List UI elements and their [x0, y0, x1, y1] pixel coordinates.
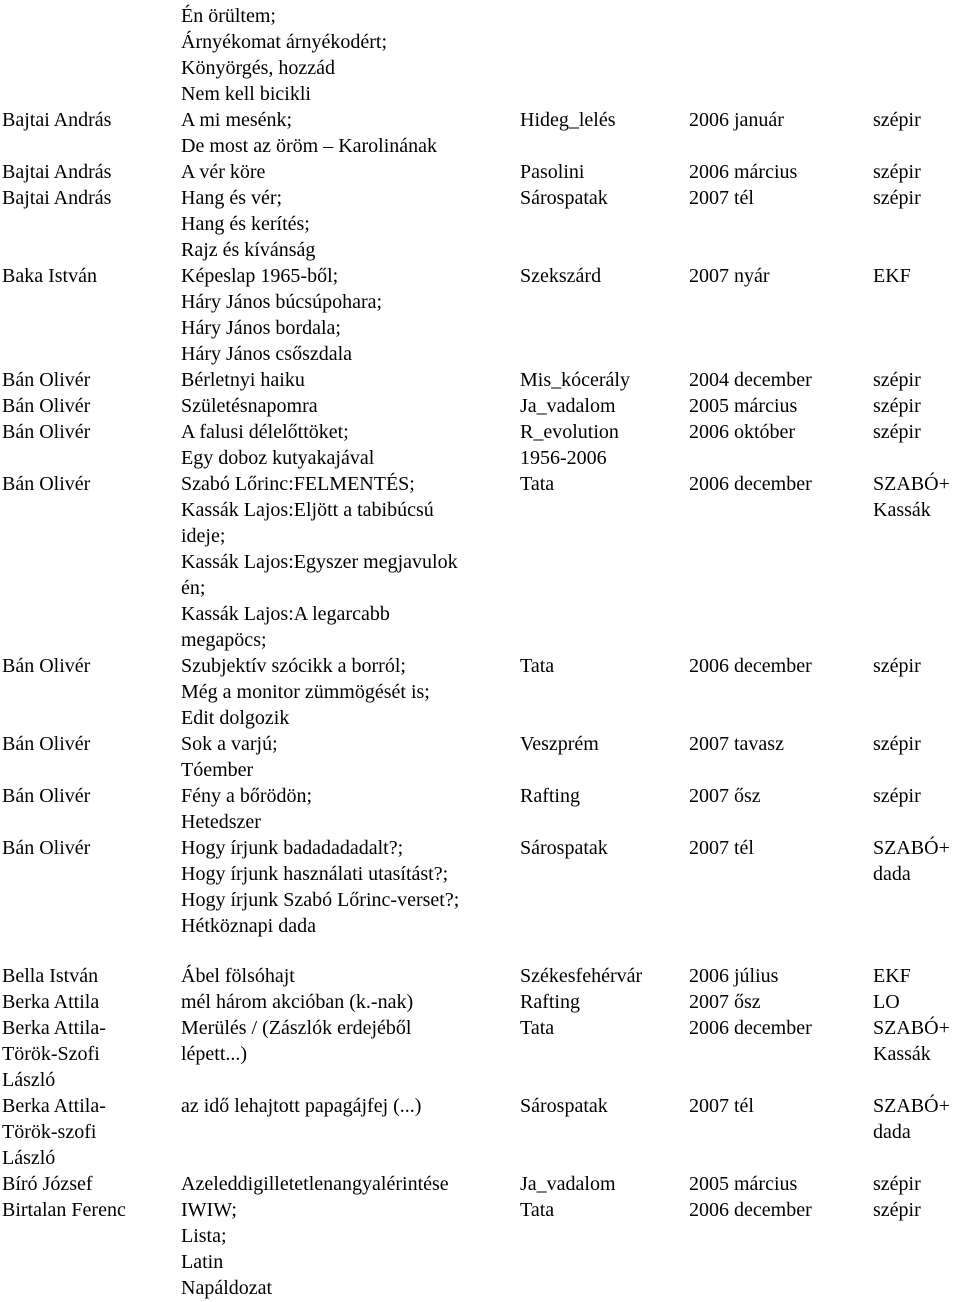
- date-cell: 2006 március: [689, 161, 798, 183]
- title-cell: IWIW;: [181, 1199, 237, 1221]
- title-cell: Ábel fölsóhajt: [181, 965, 295, 987]
- author-cell: Bajtai András: [2, 109, 112, 131]
- category-cell: SZABÓ+: [873, 1095, 950, 1117]
- category-cell: szépir: [873, 1199, 921, 1221]
- author-cell: Bán Olivér: [2, 395, 91, 417]
- place-cell: Tata: [520, 1017, 555, 1039]
- category-cell: szépir: [873, 655, 921, 677]
- title-cell: Szubjektív szócikk a borról;: [181, 655, 406, 677]
- date-cell: 2006 december: [689, 1199, 812, 1221]
- listing-row: [0, 81, 960, 107]
- listing-row: [0, 55, 960, 81]
- category-cell: Kassák: [873, 499, 931, 521]
- title-cell: Sok a varjú;: [181, 733, 278, 755]
- author-cell: László: [2, 1069, 56, 1091]
- date-cell: 2005 március: [689, 395, 798, 417]
- date-cell: 2007 nyár: [689, 265, 770, 287]
- listing-row: [0, 731, 960, 757]
- title-cell: Edit dolgozik: [181, 707, 290, 729]
- listing-row: [0, 445, 960, 471]
- title-cell: Egy doboz kutyakajával: [181, 447, 375, 469]
- category-cell: SZABÓ+: [873, 1017, 950, 1039]
- category-cell: szépir: [873, 421, 921, 443]
- listing-row: [0, 913, 960, 939]
- title-cell: Szabó Lőrinc:FELMENTÉS;: [181, 473, 415, 495]
- date-cell: 2006 december: [689, 473, 812, 495]
- place-cell: Sárospatak: [520, 1095, 608, 1117]
- category-cell: szépir: [873, 161, 921, 183]
- listing-row: [0, 1093, 960, 1119]
- listing-row: [0, 471, 960, 497]
- author-cell: Bán Olivér: [2, 785, 91, 807]
- category-cell: szépir: [873, 1173, 921, 1195]
- listing-row: [0, 341, 960, 367]
- title-cell: Árnyékomat árnyékodért;: [181, 31, 388, 53]
- listing-row: [0, 367, 960, 393]
- category-cell: szépir: [873, 733, 921, 755]
- listing-row: [0, 1067, 960, 1093]
- title-cell: Én örültem;: [181, 5, 276, 27]
- date-cell: 2007 tél: [689, 1095, 754, 1117]
- listing-row: [0, 1171, 960, 1197]
- listing-row: [0, 1041, 960, 1067]
- category-cell: szépir: [873, 109, 921, 131]
- place-cell: Székesfehérvár: [520, 965, 643, 987]
- title-cell: Képeslap 1965-ből;: [181, 265, 339, 287]
- place-cell: Tata: [520, 655, 555, 677]
- place-cell: Ja_vadalom: [520, 1173, 616, 1195]
- title-cell: Kassák Lajos:A legarcabb: [181, 603, 390, 625]
- place-cell: Hideg_lelés: [520, 109, 616, 131]
- listing-row: [0, 575, 960, 601]
- date-cell: 2007 tavasz: [689, 733, 784, 755]
- date-cell: 2007 ősz: [689, 991, 761, 1013]
- place-cell: Pasolini: [520, 161, 585, 183]
- title-cell: Azeleddigilletetlenangyalérintése: [181, 1173, 449, 1195]
- title-cell: Kassák Lajos:Egyszer megjavulok: [181, 551, 458, 573]
- listing-row: [0, 1223, 960, 1249]
- category-cell: EKF: [873, 265, 911, 287]
- title-cell: én;: [181, 577, 206, 599]
- author-cell: László: [2, 1147, 56, 1169]
- title-cell: az idő lehajtott papagájfej (...): [181, 1095, 422, 1117]
- author-cell: Bella István: [2, 965, 99, 987]
- author-cell: Berka Attila-: [2, 1017, 106, 1039]
- date-cell: 2006 január: [689, 109, 784, 131]
- listing-row: [0, 1119, 960, 1145]
- date-cell: 2006 december: [689, 1017, 812, 1039]
- listing-row: [0, 1145, 960, 1171]
- title-cell: Hang és kerítés;: [181, 213, 310, 235]
- category-cell: dada: [873, 1121, 911, 1143]
- listing-row: [0, 1197, 960, 1223]
- place-cell: 1956-2006: [520, 447, 607, 469]
- listing-row: [0, 549, 960, 575]
- category-cell: szépir: [873, 187, 921, 209]
- title-cell: mél három akcióban (k.-nak): [181, 991, 414, 1013]
- place-cell: Sárospatak: [520, 837, 608, 859]
- author-cell: Bán Olivér: [2, 655, 91, 677]
- place-cell: Tata: [520, 473, 555, 495]
- place-cell: Rafting: [520, 991, 580, 1013]
- listing-row: [0, 705, 960, 731]
- place-cell: Mis_kócerály: [520, 369, 630, 391]
- date-cell: 2007 tél: [689, 187, 754, 209]
- author-cell: Bán Olivér: [2, 421, 91, 443]
- title-cell: A falusi délelőttöket;: [181, 421, 349, 443]
- place-cell: Rafting: [520, 785, 580, 807]
- title-cell: megapöcs;: [181, 629, 267, 651]
- listing-row: [0, 809, 960, 835]
- listing-row: [0, 237, 960, 263]
- listing-row: [0, 133, 960, 159]
- date-cell: 2007 ősz: [689, 785, 761, 807]
- category-cell: SZABÓ+: [873, 473, 950, 495]
- title-cell: Lista;: [181, 1225, 227, 1247]
- listing-row: [0, 679, 960, 705]
- author-cell: Bán Olivér: [2, 369, 91, 391]
- title-cell: Kassák Lajos:Eljött a tabibúcsú: [181, 499, 434, 521]
- listing-row: [0, 1249, 960, 1275]
- listing-row: [0, 989, 960, 1015]
- title-cell: Napáldozat: [181, 1277, 273, 1299]
- listing-row: [0, 263, 960, 289]
- listing-row: [0, 523, 960, 549]
- date-cell: 2004 december: [689, 369, 812, 391]
- title-cell: Még a monitor zümmögését is;: [181, 681, 430, 703]
- place-cell: Sárospatak: [520, 187, 608, 209]
- category-cell: SZABÓ+: [873, 837, 950, 859]
- author-cell: Török-szofi: [2, 1121, 97, 1143]
- listing-row: [0, 627, 960, 653]
- listing-row: [0, 497, 960, 523]
- author-cell: Bajtai András: [2, 187, 112, 209]
- title-cell: Hogy írjunk Szabó Lőrinc-verset?;: [181, 889, 460, 911]
- category-cell: szépir: [873, 785, 921, 807]
- title-cell: Hogy írjunk használati utasítást?;: [181, 863, 449, 885]
- title-cell: Háry János bordala;: [181, 317, 341, 339]
- place-cell: Tata: [520, 1199, 555, 1221]
- place-cell: Veszprém: [520, 733, 599, 755]
- title-cell: Nem kell bicikli: [181, 83, 311, 105]
- category-cell: EKF: [873, 965, 911, 987]
- author-cell: Bán Olivér: [2, 837, 91, 859]
- title-cell: Hetedszer: [181, 811, 261, 833]
- listing-row: [0, 653, 960, 679]
- title-cell: Háry János csőszdala: [181, 343, 353, 365]
- author-cell: Bíró József: [2, 1173, 93, 1195]
- title-cell: Rajz és kívánság: [181, 239, 316, 261]
- title-cell: Hétköznapi dada: [181, 915, 316, 937]
- listing-row: [0, 393, 960, 419]
- category-cell: LO: [873, 991, 900, 1013]
- author-cell: Berka Attila-: [2, 1095, 106, 1117]
- title-cell: Bérletnyi haiku: [181, 369, 305, 391]
- date-cell: 2006 december: [689, 655, 812, 677]
- date-cell: 2006 július: [689, 965, 779, 987]
- title-cell: lépett...): [181, 1043, 248, 1065]
- author-cell: Birtalan Ferenc: [2, 1199, 126, 1221]
- author-cell: Török-Szofi: [2, 1043, 100, 1065]
- date-cell: 2007 tél: [689, 837, 754, 859]
- date-cell: 2005 március: [689, 1173, 798, 1195]
- title-cell: Könyörgés, hozzád: [181, 57, 336, 79]
- author-cell: Baka István: [2, 265, 97, 287]
- place-cell: R_evolution: [520, 421, 619, 443]
- author-cell: Berka Attila: [2, 991, 100, 1013]
- listing-row: [0, 835, 960, 861]
- listing-row: [0, 963, 960, 989]
- listing-row: [0, 289, 960, 315]
- title-cell: De most az öröm – Karolinának: [181, 135, 438, 157]
- title-cell: Hang és vér;: [181, 187, 283, 209]
- title-cell: Latin: [181, 1251, 224, 1273]
- author-cell: Bán Olivér: [2, 733, 91, 755]
- category-cell: dada: [873, 863, 911, 885]
- title-cell: ideje;: [181, 525, 226, 547]
- title-cell: Merülés / (Zászlók erdejéből: [181, 1017, 412, 1039]
- category-cell: Kassák: [873, 1043, 931, 1065]
- listing-row: [0, 107, 960, 133]
- title-cell: Születésnapomra: [181, 395, 318, 417]
- listing-row: [0, 601, 960, 627]
- listing-row: [0, 3, 960, 29]
- listing-row: [0, 419, 960, 445]
- category-cell: szépir: [873, 395, 921, 417]
- listing-row: [0, 185, 960, 211]
- listing-row: [0, 29, 960, 55]
- title-cell: A vér köre: [181, 161, 266, 183]
- listing-row: [0, 757, 960, 783]
- place-cell: Szekszárd: [520, 265, 602, 287]
- listing-row: [0, 783, 960, 809]
- title-cell: Hogy írjunk badadadadalt?;: [181, 837, 404, 859]
- author-cell: Bajtai András: [2, 161, 112, 183]
- author-cell: Bán Olivér: [2, 473, 91, 495]
- title-cell: Háry János búcsúpohara;: [181, 291, 383, 313]
- title-cell: Tóember: [181, 759, 254, 781]
- listing-row: [0, 159, 960, 185]
- listing-row: [0, 1015, 960, 1041]
- category-cell: szépir: [873, 369, 921, 391]
- date-cell: 2006 október: [689, 421, 796, 443]
- listing-row: [0, 887, 960, 913]
- listing-row: [0, 861, 960, 887]
- place-cell: Ja_vadalom: [520, 395, 616, 417]
- listing-row: [0, 211, 960, 237]
- listing-row: [0, 1275, 960, 1301]
- listing-row: [0, 315, 960, 341]
- title-cell: A mi mesénk;: [181, 109, 293, 131]
- title-cell: Fény a bőrödön;: [181, 785, 313, 807]
